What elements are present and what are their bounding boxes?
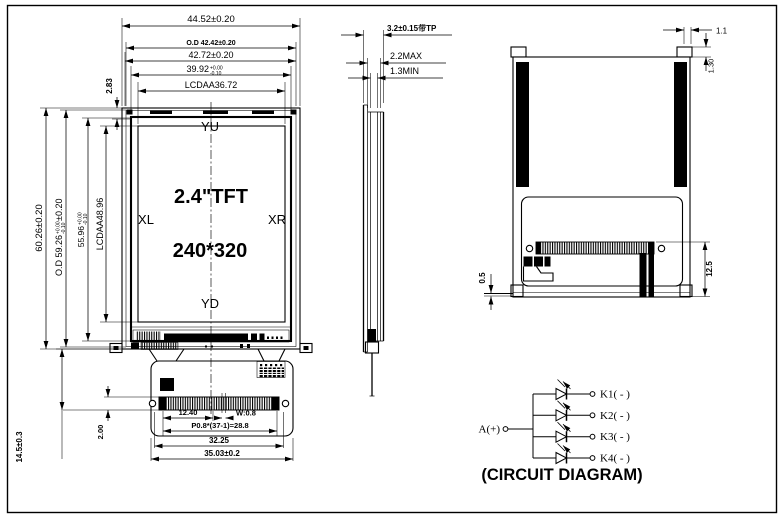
dim-pad-start: 12.40 (178, 408, 198, 417)
rear-tab-left (511, 47, 526, 57)
orientation-label-yu: YU (200, 119, 220, 134)
dim-hook-height: 1.30 (706, 58, 716, 74)
svg-text:+0.00: +0.00 (210, 65, 223, 72)
svg-text:55.96: 55.96 (76, 226, 86, 248)
svg-text:-0.10: -0.10 (61, 222, 67, 234)
dim-aa-width: LCDAA36.72 (184, 80, 238, 90)
circuit-caption: (CIRCUIT DIAGRAM) (481, 466, 643, 484)
dim-bottom-zone-height: 12.5 (705, 261, 714, 277)
cathode-label-3: K3( - ) (600, 431, 630, 444)
dim-module-max: 2.2MAX (390, 51, 423, 61)
cathode-label-4: K4( - ) (600, 452, 630, 465)
rear-hole-left (526, 245, 532, 251)
bond-pads (141, 343, 178, 350)
cathode-terminal-1 (590, 392, 595, 397)
fpc-contact-pads (159, 397, 279, 410)
anode-terminal (503, 427, 508, 432)
svg-text:39.92: 39.92 (186, 64, 209, 74)
dim-pitch: P0.8*(37-1)=28.8 (191, 421, 249, 430)
cathode-terminal-2 (590, 413, 595, 418)
alignment-hole-right (282, 400, 288, 406)
dim-od-width: O.D 42.42±0.20 (186, 40, 236, 47)
rear-outline (484, 47, 692, 297)
svg-text:+0.00: +0.00 (77, 212, 84, 225)
dim-overall-width: 44.52±0.20 (187, 14, 235, 25)
anode-label: A(+) (478, 423, 500, 436)
dim-overall-height: 60.26±0.20 (34, 204, 45, 252)
dim-polarizer-width: 42.72±0.20 (188, 50, 234, 60)
dim-fpc-width: 35.03±0.2 (204, 449, 240, 458)
cathode-label-2: K2( - ) (600, 409, 630, 422)
svg-text:-0.10: -0.10 (83, 213, 89, 225)
rear-fpc-fold (640, 253, 647, 297)
adhesive-strip-right (674, 62, 687, 187)
dim-module-min: 1.3MIN (390, 66, 420, 76)
display-size-label: 2.4"TFT (174, 186, 248, 208)
cathode-terminal-3 (590, 434, 595, 439)
dim-total-thickness: 3.2±0.15带TP (387, 24, 437, 33)
dim-pad-span: 32.25 (208, 436, 230, 445)
orientation-label-yd: YD (200, 296, 220, 311)
adhesive-strip-left (516, 62, 529, 187)
rear-tab-right (677, 47, 692, 57)
dim-fpc-drop: 14.5±0.3 (15, 431, 24, 463)
display-resolution-label: 240*320 (172, 240, 248, 262)
svg-text:-0.10: -0.10 (210, 71, 222, 77)
cathode-label-1: K1( - ) (600, 388, 630, 401)
rear-contact-pads (536, 242, 654, 254)
dim-hook-width: 1.1 (716, 26, 728, 36)
dim-connector-height: 2.00 (96, 424, 105, 440)
fpc-component (160, 378, 174, 391)
svg-text:+0.00: +0.00 (55, 221, 62, 234)
dim-fpc-gap: 0.5 (478, 272, 487, 284)
dim-top-ledge: 2.83 (105, 78, 114, 94)
rear-hole-right (658, 245, 664, 251)
dim-pad-width: W:0.8 (236, 408, 256, 418)
orientation-label-xr: XR (267, 212, 287, 227)
svg-text:±0.20: ±0.20 (54, 198, 64, 221)
side-connector-block (368, 329, 377, 342)
alignment-hole-left (149, 400, 155, 406)
orientation-label-xl: XL (138, 212, 154, 227)
rear-view (478, 27, 728, 311)
dim-aa-height: LCDAA48.96 (95, 197, 105, 251)
cathode-terminal-4 (590, 456, 595, 461)
driver-ic (136, 332, 161, 341)
svg-text:O.D 59.26: O.D 59.26 (54, 235, 64, 277)
